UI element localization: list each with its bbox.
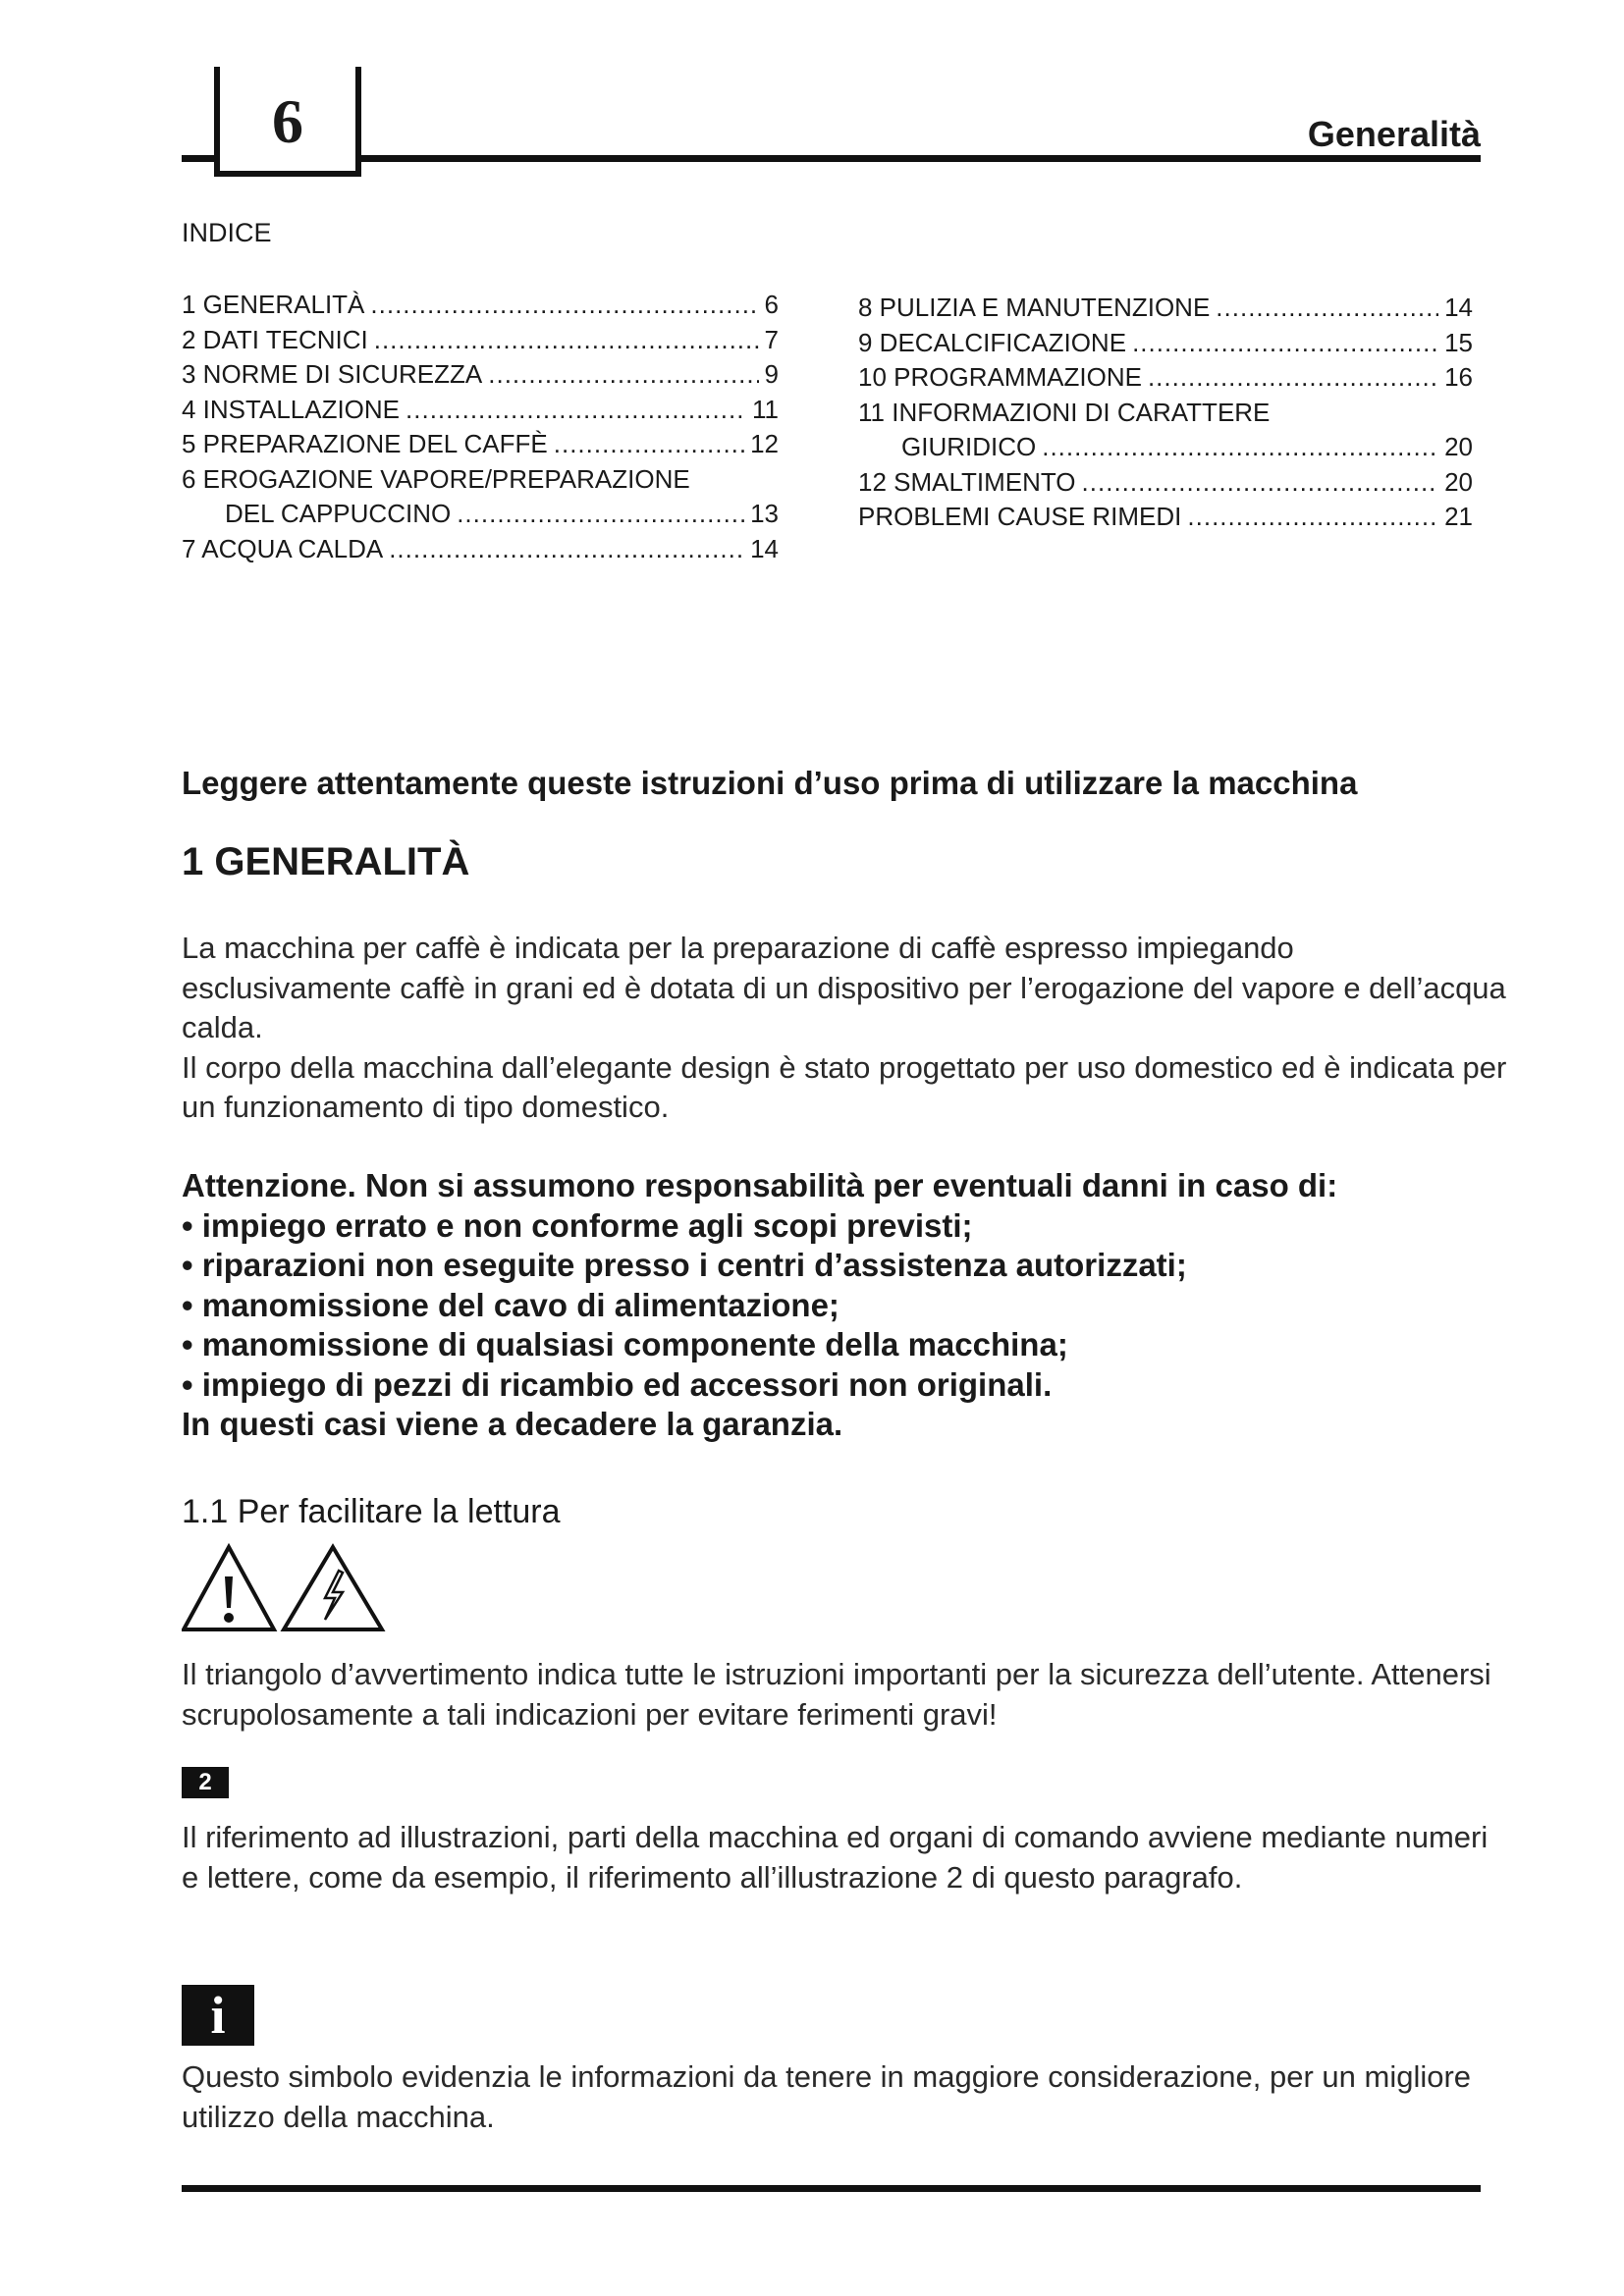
- info-explanation: Questo simbolo evidenzia le informazioni da tenere in maggiore considerazione, per un migliore utilizzo della macchina.: [182, 2059, 1472, 2134]
- paragraph: Il corpo della macchina dall’elegante design è stato progettato per uso domestico ed è indicata per un funzionamento di tipo domestico.: [182, 1049, 1507, 1124]
- bullet-item: • impiego errato e non conforme agli scopi previsti;: [182, 1206, 973, 1244]
- toc-right-column: [858, 291, 1473, 535]
- page-number-box: [214, 67, 361, 177]
- footer-rule: [182, 2185, 1481, 2192]
- toc-item[interactable]: 1 GENERALITÀ ..... 6: [182, 288, 779, 323]
- paragraph: La macchina per caffè è indicata per la preparazione di caffè espresso impiegando esclusivamente caffè in grani ed è dotata di un dispositivo per l’erogazione del vapore e dell’acqua calda.: [182, 931, 1506, 1044]
- toc-item[interactable]: 12 SMALTIMENTO ..... 20: [858, 465, 1473, 501]
- toc-item[interactable]: PROBLEMI CAUSE RIMEDI ..... 21: [858, 500, 1473, 535]
- toc-item[interactable]: 9 DECALCIFICAZIONE ..... 15: [858, 326, 1473, 361]
- warning-explanation: Il triangolo d’avvertimento indica tutte le istruzioni importanti per la sicurezza dell’utente. Attenersi scrupolosamente a tali indicazioni per evitare ferimenti gravi!: [182, 1657, 1491, 1732]
- info-icon: i: [182, 1985, 254, 2046]
- toc-item[interactable]: 5 PREPARAZIONE DEL CAFFÈ ..... 12: [182, 427, 779, 462]
- toc-item[interactable]: 4 INSTALLAZIONE ..... 11: [182, 393, 779, 428]
- read-instructions-note: Leggere attentamente queste istruzioni d’uso prima di utilizzare la macchina: [182, 765, 1358, 801]
- toc-item[interactable]: 3 NORME DI SICUREZZA ..... 9: [182, 357, 779, 393]
- figure-reference-icon: 2: [182, 1767, 229, 1798]
- subsection-heading: 1.1 Per facilitare la lettura: [182, 1493, 561, 1530]
- bullet-item: • riparazioni non eseguite presso i centri d’assistenza autorizzati;: [182, 1247, 1187, 1283]
- toc-item[interactable]: 8 PULIZIA E MANUTENZIONE ..... 14: [858, 291, 1473, 326]
- index-title: INDICE: [182, 218, 272, 247]
- toc-item[interactable]: 6 EROGAZIONE VAPORE/PREPARAZIONE: [182, 463, 690, 494]
- toc-item-continued[interactable]: GIURIDICO ..... 20: [858, 430, 1473, 465]
- section-title: Generalità: [1307, 114, 1481, 154]
- figure-reference-explanation: Il riferimento ad illustrazioni, parti della macchina ed organi di comando avviene mediante numeri e lettere, come da esempio, il riferimento all’illustrazione 2 di questo paragrafo.: [182, 1820, 1489, 1895]
- warning-triangle-icon: [184, 1547, 274, 1629]
- bullet-item: • manomissione di qualsiasi componente della macchina;: [182, 1326, 1068, 1362]
- attention-lead: Attenzione. Non si assumono responsabilità per eventuali danni in caso di:: [182, 1167, 1338, 1203]
- bullet-item: • manomissione del cavo di alimentazione;: [182, 1286, 839, 1323]
- bullet-item: • impiego di pezzi di ricambio ed accessori non originali.: [182, 1365, 1053, 1403]
- attention-block: [182, 1166, 1507, 1445]
- toc-item[interactable]: 11 INFORMAZIONI DI CARATTERE: [858, 397, 1271, 427]
- electric-hazard-icon: [284, 1547, 382, 1629]
- toc-item[interactable]: 2 DATI TECNICI ..... 7: [182, 323, 779, 358]
- toc-item[interactable]: 10 PROGRAMMAZIONE ..... 16: [858, 360, 1473, 396]
- toc-left-column: [182, 288, 779, 566]
- attention-closing: In questi casi viene a decadere la garanzia.: [182, 1406, 843, 1442]
- intro-text: [182, 929, 1507, 1128]
- section-heading: 1 GENERALITÀ: [182, 840, 470, 883]
- warning-symbols: [182, 1543, 388, 1633]
- toc-item[interactable]: 7 ACQUA CALDA ..... 14: [182, 532, 779, 567]
- header-rule: [182, 155, 1481, 162]
- page-number: 6: [272, 86, 303, 156]
- toc-item-continued[interactable]: DEL CAPPUCCINO ..... 13: [182, 497, 779, 532]
